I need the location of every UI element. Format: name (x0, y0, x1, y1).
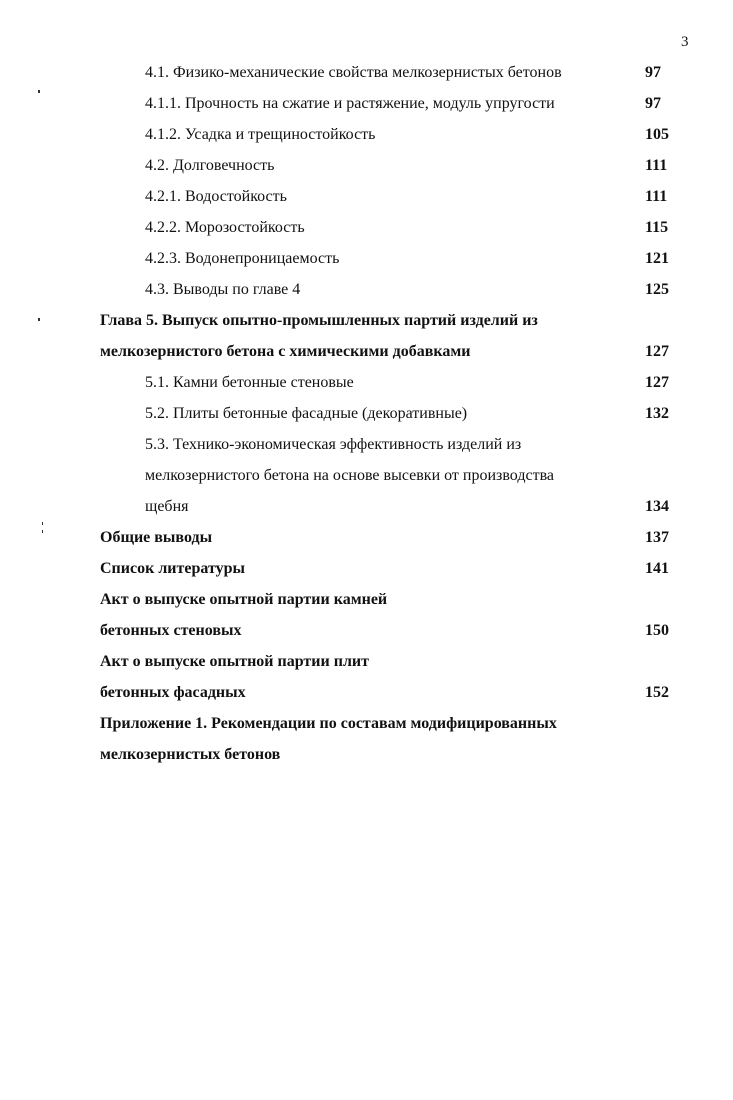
toc-entry-page: 127 (645, 374, 669, 391)
toc-entry-page: 137 (645, 529, 669, 546)
page-number: 3 (681, 34, 689, 50)
toc-entry-page: 132 (645, 405, 669, 422)
toc-entry-title: 5.3. Технико-экономическая эффективность изделий из (145, 436, 522, 453)
scan-speck (38, 318, 40, 321)
toc-entry-title: 4.1.2. Усадка и трещиностойкость (145, 126, 376, 143)
toc-entry-page: 97 (645, 64, 661, 81)
toc-entry-page: 97 (645, 95, 661, 112)
toc-entry-page: 105 (645, 126, 669, 143)
toc-entry-title: 5.2. Плиты бетонные фасадные (декоративные) (145, 405, 468, 422)
toc-section-title: бетонных фасадных (100, 684, 246, 701)
toc-section-title: Список литературы (100, 560, 245, 577)
toc-entry-title: мелкозернистого бетона на основе высевки от производства (145, 467, 555, 484)
toc-section-title: Акт о выпуске опытной партии плит (100, 653, 369, 670)
toc-entry-page: 152 (645, 684, 669, 701)
toc-chapter-title: Глава 5. Выпуск опытно-промышленных партий изделий из (100, 312, 538, 329)
toc-entry-page: 115 (645, 219, 669, 236)
toc-entry-page: 121 (645, 250, 669, 267)
scan-speck (42, 522, 43, 525)
toc-entry-title: 4.2.3. Водонепроницаемость (145, 250, 340, 267)
toc-section-title: Общие выводы (100, 529, 213, 546)
scan-speck (42, 530, 43, 533)
toc-entry-title: 4.2. Долговечность (145, 157, 275, 174)
toc-entry-page: 111 (645, 188, 668, 205)
toc-entry-page: 134 (645, 498, 669, 515)
toc-chapter-title: мелкозернистого бетона с химическими добавками (100, 343, 471, 360)
toc-section-title: Акт о выпуске опытной партии камней (100, 591, 388, 608)
toc-entry-page: 111 (645, 157, 668, 174)
toc-entry-page: 141 (645, 560, 669, 577)
toc-entry-title: 4.2.2. Морозостойкость (145, 219, 305, 236)
toc-section-title: Приложение 1. Рекомендации по составам модифицированных (100, 715, 557, 732)
toc-entry-title: 4.1.1. Прочность на сжатие и растяжение, модуль упругости (145, 95, 555, 112)
toc-entry-page: 127 (645, 343, 669, 360)
toc-entry-title: 5.1. Камни бетонные стеновые (145, 374, 354, 391)
toc-entry-page: 125 (645, 281, 669, 298)
toc-entry-title: щебня (145, 498, 189, 515)
toc-entry-title: 4.2.1. Водостойкость (145, 188, 287, 205)
toc-section-title: бетонных стеновых (100, 622, 242, 639)
toc-entry-title: 4.1. Физико-механические свойства мелкозернистых бетонов (145, 64, 562, 81)
toc-entry-page: 150 (645, 622, 669, 639)
toc-entry-title: 4.3. Выводы по главе 4 (145, 281, 301, 298)
scan-speck (38, 90, 40, 93)
toc-section-title: мелкозернистых бетонов (100, 746, 281, 763)
